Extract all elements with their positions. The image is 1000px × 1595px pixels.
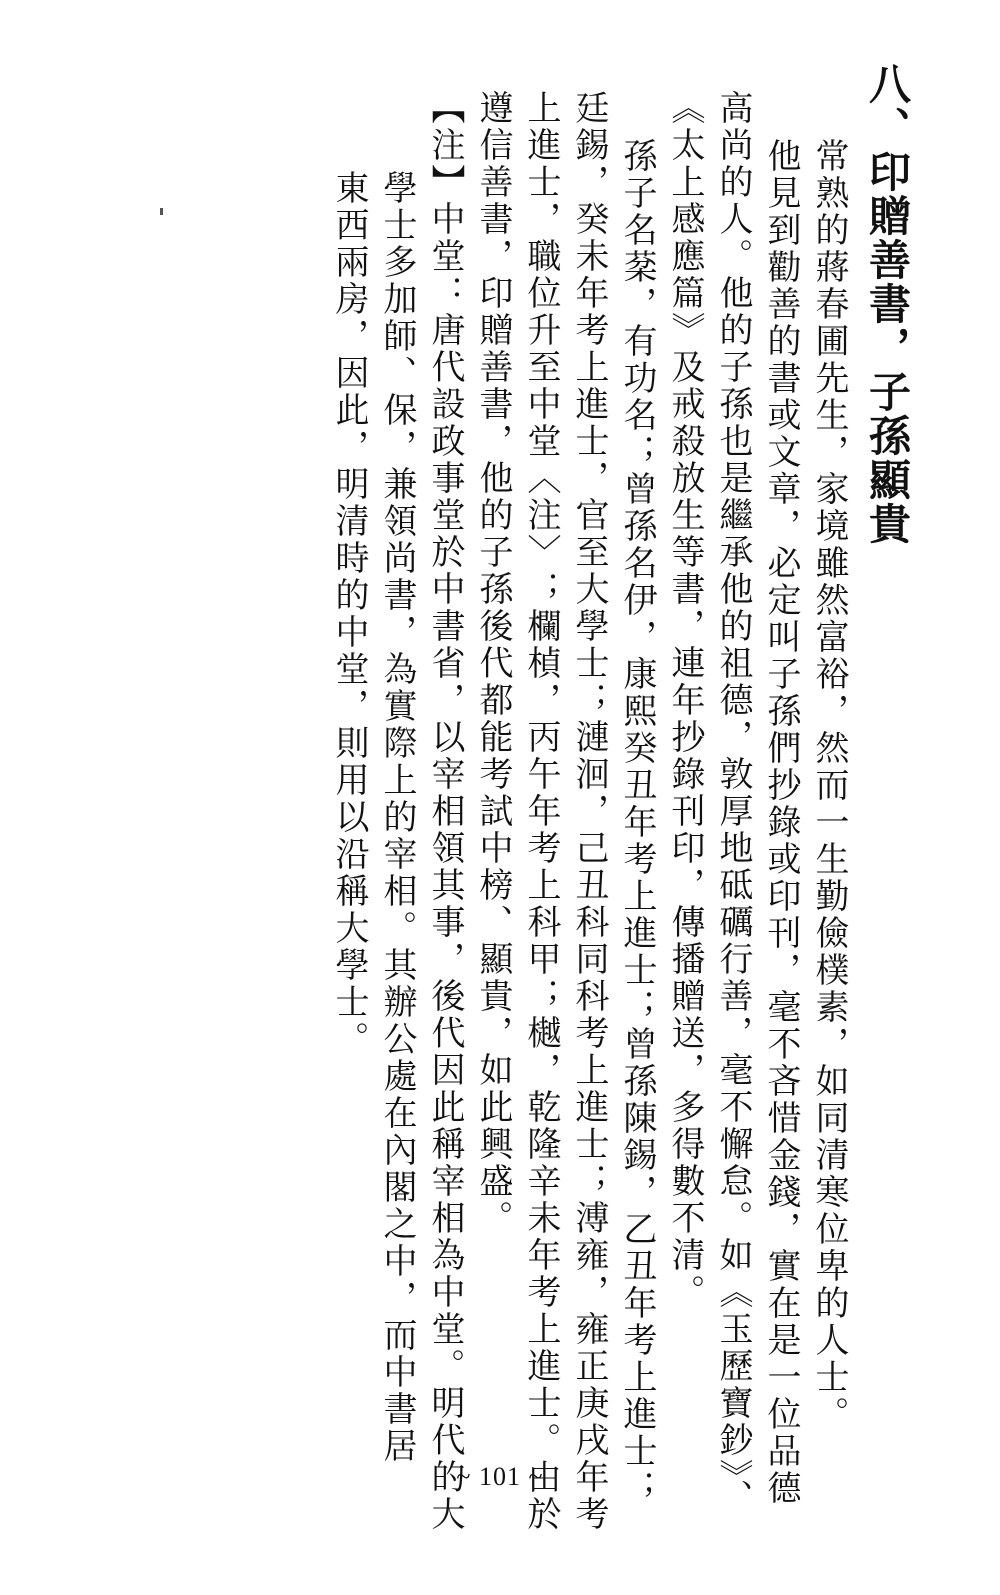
scan-speck [160,208,163,215]
text-column: 孫子名棻，有功名；曾孫名伊，康熙癸丑年考上進士；曾孫陳錫，乙丑年考上進士； [617,138,657,1507]
text-column: 常熟的蔣春圃先生，家境雖然富裕，然而一生勤儉樸素，如同清寒位卑的人士。 [809,138,849,1433]
text-column: 遵信善書，印贈善書，他的子孫後代都能考試中榜、顯貴，如此興盛。 [473,90,513,1237]
note-column: 學士多加師、保，兼領尚書，為實際上的宰相。其辦公處在內閣之中，而中書居 [377,170,417,1465]
text-column: 上進士，職位升至中堂〈注〉；欄楨，丙午年考上科甲；樾，乾隆辛未年考上進士。由於 [521,90,561,1533]
text-column: 高尚的人。他的子孫也是繼承他的祖德，敦厚地砥礪行善，毫不懈怠。如《玉歷寶鈔》、 [713,90,753,1516]
note-column: 【注】中堂：唐代設政事堂於中書省，以宰相領其事，後代因此稱宰相為中堂。明代的大 [425,90,465,1533]
section-title: 八、印贈善書，子孫顯貴 [863,62,912,546]
text-column: 廷錫，癸未年考上進士，官至大學士；漣洄，己丑科同科考上進士；溥雍，雍正庚戌年考 [569,90,609,1533]
page-number: ~ 101 ~ [456,1462,544,1491]
note-column: 東西兩房，因此，明清時的中堂，則用以沿稱大學士。 [329,170,369,1058]
text-column: 《太上感應篇》及戒殺放生等書，連年抄錄刊印，傳播贈送，多得數不清。 [665,90,705,1311]
text-column: 他見到勸善的書或文章，必定叫子孫們抄錄或印刊，毫不吝惜金錢，實在是一位品德 [761,138,801,1507]
